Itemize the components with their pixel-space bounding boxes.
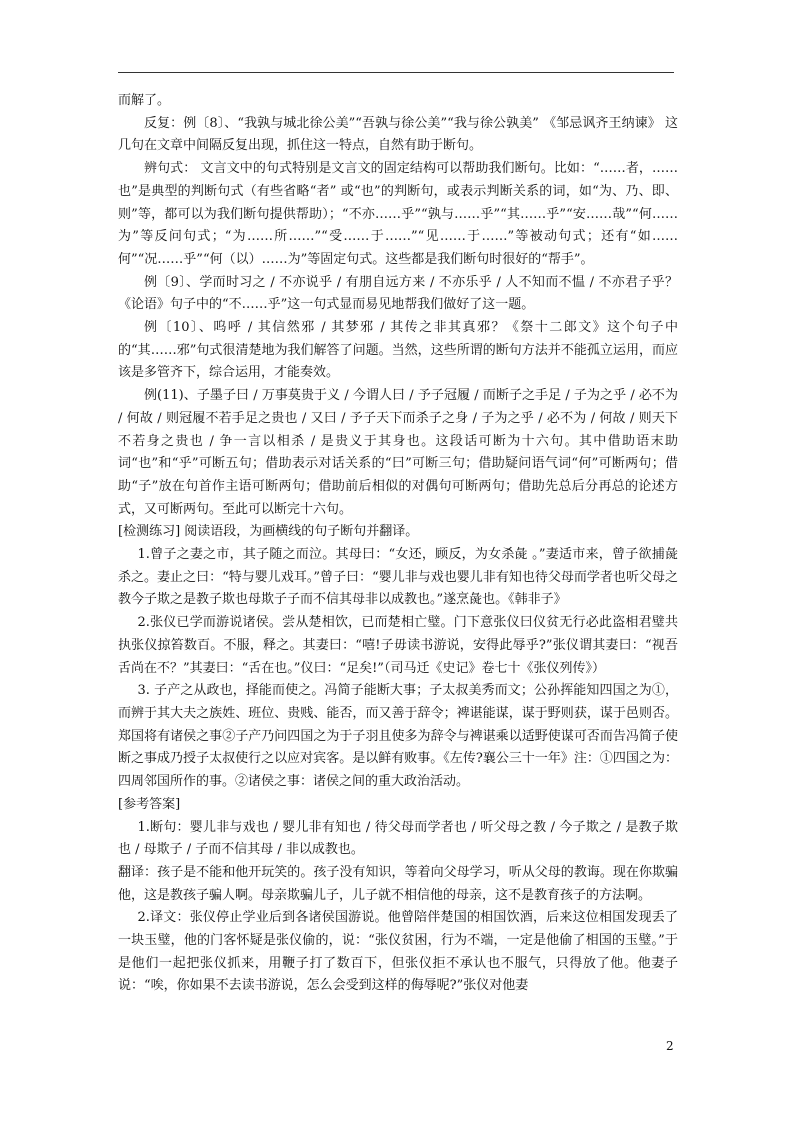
paragraph: 反复：例〔8〕、“我孰与城北徐公美”“吾孰与徐公美”“我与徐公孰美” 《邹忌讽齐王纳谏》 这几句在文章中间隔反复出现，抓住这一特点，自然有助于断句。 <box>118 115 678 154</box>
paragraph: 例(11)、子墨子曰 / 万事莫贵于义 / 今谓人曰 / 予子冠履 / 而断子之手足 / 子为之乎 / 必不为 / 何故 / 则冠履不若手足之贵也 / 又曰 / 予子天下而杀子之身 / 子为之乎 / 必不为 / 何故 / 则天下不若身之贵也 / 争一言以相杀 / 是贵义于其身也。这段话可断为十六句。其中借助语末助词“也”和“乎”可断五句；借助表示对话关系的“曰”可断三句；借助疑问语气词“何”可断两句；借助“子”放在句首作主语可断两句；借助前后相似的对偶句可断两句；借助先总后分再总的论述方式，又可断两句。至此可以断完十六句。 <box>118 388 678 517</box>
paragraph: 1.曾子之妻之市，其子随之而泣。其母曰：“女还，顾反，为女杀彘 。”妻适市来，曾子欲捕彘杀之。妻止之曰：“特与婴儿戏耳。”曾子曰：“婴儿非与戏也婴儿非有知也待父母而学者也听父母之教今子欺之是教子欺也母欺子子而不信其母非以成教也。”遂烹彘也。《韩非子》 <box>118 547 678 608</box>
paragraph: 辨句式： 文言文中的句式特别是文言文的固定结构可以帮助我们断句。比如：“……者，……也”是典型的判断句式（有些省略“者” 或“也”的判断句，或表示判断关系的词，如“为、乃、即、则”等，都可以为我们断句提供帮助）；“不亦……乎”“孰与……乎”“其……乎”“安……哉”“何……为”等反问句式；“为……所……”“受……于……”“见……于……”等被动句式；还有“如……何”“况……乎”“何（以）……为”等固定句式。这些都是我们断句时很好的“帮手”。 <box>118 161 678 267</box>
document-body <box>118 90 678 998</box>
section-heading-answers: [参考答案] <box>118 796 181 812</box>
paragraph: 例〔10〕、呜呼 / 其信然邪 / 其梦邪 / 其传之非其真邪？《祭十二郎文》这个句子中的“其……邪”句式很清楚地为我们解答了问题。当然，这些所谓的断句方法并不能孤立运用，而应该是多管齐下，综合运用，才能奏效。 <box>118 320 678 381</box>
paragraph: 1.断句：婴儿非与戏也 / 婴儿非有知也 / 待父母而学者也 / 听父母之教 / 今子欺之 / 是教子欺也 / 母欺子 / 子而不信其母 / 非以成教也。 <box>118 819 678 858</box>
page-number: 2 <box>666 1039 674 1053</box>
section-heading-exercise: [检测练习] 阅读语段，为画横线的句子断句并翻译。 <box>118 524 419 540</box>
paragraph: 翻译：孩子是不能和他开玩笑的。孩子没有知识，等着向父母学习，听从父母的教诲。现在你欺骗他，这是教孩子骗人啊。母亲欺骗儿子，儿子就不相信他的母亲，这不是教育孩子的方法啊。 <box>118 864 678 903</box>
paragraph: 2.张仪已学而游说诸侯。尝从楚相饮，已而楚相亡璧。门下意张仪曰仪贫无行必此盗相君璧共执张仪掠笞数百。不服，释之。其妻曰：“嘻!子毋读书游说，安得此辱乎?”张仪谓其妻曰：“视吾舌尚在不？”其妻曰：“舌在也。”仪曰：“足矣!”（司马迁《史记》卷七十《张仪列传》） <box>118 615 678 676</box>
paragraph: 例〔9〕、学而时习之 / 不亦说乎 / 有朋自远方来 / 不亦乐乎 / 人不知而不愠 / 不亦君子乎？《论语》句子中的“不……乎”这一句式显而易见地帮我们做好了这一题。 <box>118 274 678 313</box>
paragraph: 而解了。 <box>118 93 171 108</box>
paragraph: 2.译文：张仪停止学业后到各诸侯国游说。他曾陪伴楚国的相国饮酒，后来这位相国发现丢了一块玉璧，他的门客怀疑是张仪偷的，说：“张仪贫困，行为不端，一定是他偷了相国的玉璧。”于是他们一起把张仪抓来，用鞭子打了数百下，但张仪拒不承认也不服气，只得放了他。他妻子说：“唉，你如果不去读书游说，怎么会受到这样的侮辱呢?”张仪对他妻 <box>118 910 678 994</box>
paragraph: 3. 子产之从政也，择能而使之。冯简子能断大事；子太叔美秀而文；公孙挥能知四国之为①，而辨于其大夫之族姓、班位、贵贱、能否，而又善于辞令；裨谌能谋，谋于野则获，谋于邑则否。郑国将有诸侯之事②子产乃问四国之为于子羽且使多为辞令与裨谌乘以适野使谋可否而告冯简子使断之事成乃授子太叔使行之以应对宾客。是以鲜有败事。《左传?襄公三十一年》注：①四国之为：四周邻国所作的事。②诸侯之事：诸侯之间的重大政治活动。 <box>118 683 678 790</box>
header-rule <box>118 72 674 73</box>
